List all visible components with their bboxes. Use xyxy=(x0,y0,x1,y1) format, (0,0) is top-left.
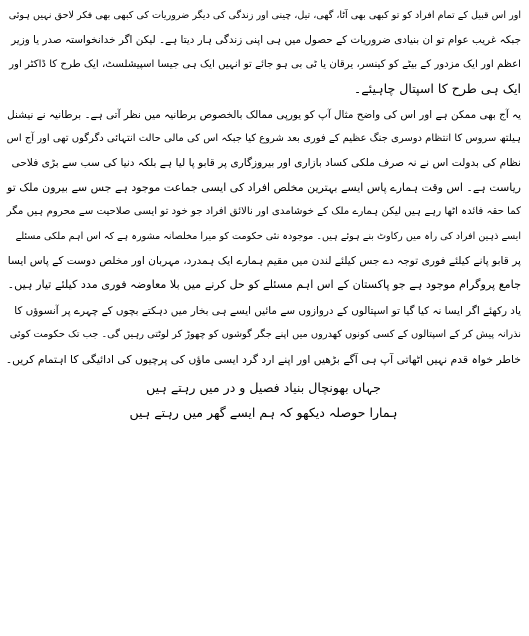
paragraph-appeal xyxy=(6,299,521,372)
text-line: جبکہ غریب عوام تو ان بنیادی ضروریات کے حصول میں ہی اپنی زندگی ہار دیتا ہے۔ لیکن اگر خدانخواستہ صدر یا وزیر xyxy=(11,34,521,47)
text-line: ہیلتھ سروس کا انتظام دوسری جنگ عظیم کے فوری بعد شروع کیا جبکہ اس کی مالی حالت انتہائی دگرگوں تھی اور آج اس xyxy=(6,133,521,145)
text-line: خاطر خواہ قدم نہیں اٹھاتی آپ ہی آگے بڑھیں اور اپنے ارد گرد ایسی ماؤں کی پرچیوں کی ادائیگی کا اہتمام کریں۔ xyxy=(6,352,521,366)
text-line: پر قابو پانے کیلئے فوری توجہ دے جس کیلئے لندن میں مقیم ہمارے ایک ہمدرد، مہربان اور مخلص دوست کے پاس ایسا xyxy=(7,255,521,268)
text-line: نذرانہ پیش کر کے اسپتالوں کے کسی کونوں کھدروں میں اپنے جگر گوشوں کو چھوڑ کر لوٹتی رہیں گی۔ جب تک حکومت کوئی xyxy=(9,329,521,341)
verse-line: ہمارا حوصلہ دیکھو کہ ہم ایسے گھر میں رہتے ہیں xyxy=(129,404,398,420)
verse-line: جہاں بھونچال بنیاد فصیل و در میں رہتے ہیں xyxy=(146,380,381,396)
text-line: کما حقہ فائدہ اٹھا رہے ہیں لیکن ہمارے ملک کے خوشامدی اور نالائق افراد جو خود تو ایسی صلاحیت سے محروم ہیں مگر xyxy=(6,206,521,218)
text-line: اعظم اور ایک مزدور کے بیٹے کو کینسر، یرقان یا ٹی بی ہو جائے تو انہیں ایک ہی جیسا اسپیشلسٹ، ایک طرح کا ڈاکٹر اور xyxy=(9,58,521,70)
paragraph-intro xyxy=(6,4,521,102)
text-line: ریاست ہے۔ اس وقت ہمارے پاس ایسے بہترین مخلص افراد کی ایسی جماعت موجود ہے جس سے بیرون ملک تو xyxy=(7,180,521,194)
text-line: اور اس قبیل کے تمام افراد کو تو کبھی بھی آٹا، گھی، تیل، چینی اور زندگی کی دیگر ضروریات کی کبھی بھی فکر لاحق نہیں ہوئی xyxy=(8,10,521,21)
text-line: جامع پروگرام موجود ہے جو پاکستان کے اس اہم مسئلے کو حل کرنے میں بلا معاوضہ فوری مدد کیلئے تیار ہیں۔ xyxy=(7,278,521,292)
text-line: یہ آج بھی ممکن ہے اور اس کی واضح مثال آپ کو یورپی ممالک بالخصوص برطانیہ میں نظر آتی ہے۔ برطانیہ نے نیشنل xyxy=(7,108,521,121)
text-line: نظام کی بدولت اس نے نہ صرف ملکی کساد بازاری اور بیروزگاری پر قابو پا لیا ہے بلکہ دنیا کی سب سے بڑی فلاحی xyxy=(11,157,521,170)
text-line: ایسے ذہین افراد کی راہ میں رکاوٹ بنے ہوئے ہیں۔ موجودہ نئی حکومت کو میرا مخلصانہ مشورہ ہے کہ اس اہم ملکی مسئلے xyxy=(15,230,521,242)
paragraph-britain-example xyxy=(6,103,521,298)
text-line: ایک ہی طرح کا اسپتال چاہیئے۔ xyxy=(353,81,521,97)
text-line: یاد رکھئے اگر ایسا نہ کیا گیا تو اسپتالوں کے دروازوں سے مائیں ایسے ہی بخار میں دہکتے بچوں کے چہرے پر آنسوؤں کا xyxy=(14,304,521,317)
closing-verse xyxy=(6,376,521,425)
